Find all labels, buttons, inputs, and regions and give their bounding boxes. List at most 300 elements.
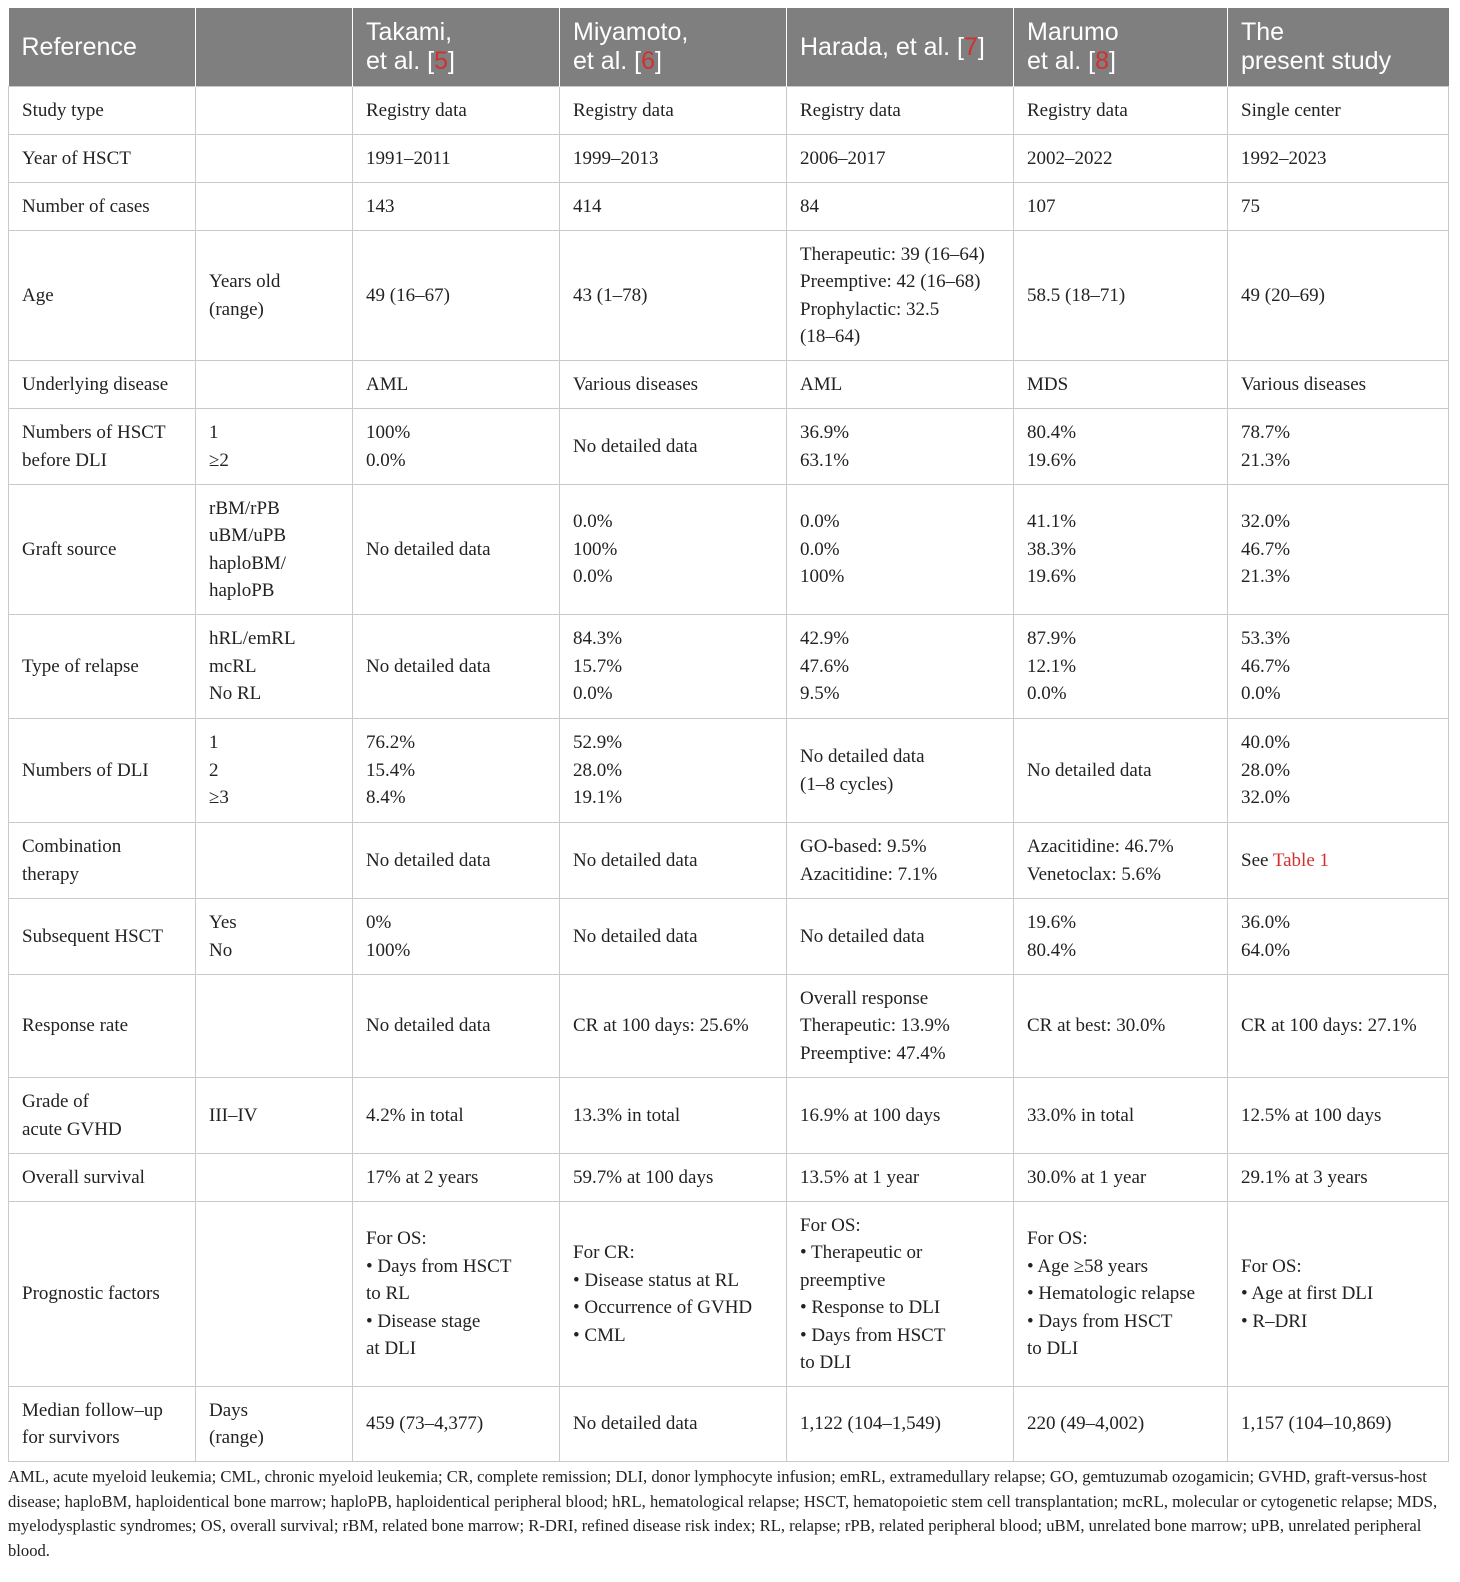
cell-line: CR at 100 days: 27.1%	[1241, 1015, 1417, 1037]
table-cell	[787, 183, 1014, 231]
cell-line: No detailed data	[800, 925, 925, 947]
cell-line: 16.9% at 100 days	[800, 1104, 941, 1126]
table-cell	[353, 899, 560, 975]
cell-line: 19.1%	[573, 787, 623, 809]
cell-line: No	[209, 939, 233, 961]
table-cell	[1014, 823, 1228, 899]
cell-line: acute GVHD	[22, 1118, 122, 1140]
table-cell	[353, 1387, 560, 1462]
cell-line: Age	[22, 284, 54, 306]
cell-line: (1–8 cycles)	[800, 773, 894, 795]
table-1-link[interactable]: Table 1	[1272, 849, 1330, 871]
header-blank	[196, 8, 353, 87]
table-cell	[353, 719, 560, 823]
header-takami: Takami, et al. [5]	[353, 8, 560, 87]
cell-line: Registry data	[573, 99, 674, 121]
table-cell	[787, 361, 1014, 409]
row-label	[9, 1078, 196, 1154]
table-cell	[1228, 183, 1449, 231]
table-row	[9, 1202, 1449, 1387]
header-row	[9, 8, 1449, 87]
cell-line: 47.6%	[800, 655, 850, 677]
table-cell	[1228, 135, 1449, 183]
cell-line: 63.1%	[800, 449, 850, 471]
ref-link[interactable]: 6	[641, 47, 655, 75]
cell-line: 100%	[366, 939, 411, 961]
cell-line: • Days from HSCT	[366, 1255, 512, 1277]
cell-line: 1999–2013	[573, 147, 659, 169]
cell-line: 28.0%	[573, 759, 623, 781]
cell-line: III–IV	[209, 1104, 258, 1126]
cell-line: For OS:	[366, 1228, 427, 1250]
cell-line: 8.4%	[366, 787, 406, 809]
ref-link[interactable]: 7	[963, 32, 978, 61]
table-cell	[1014, 361, 1228, 409]
cell-line: 30.0% at 1 year	[1027, 1166, 1147, 1188]
table-cell	[560, 899, 787, 975]
table-cell	[787, 485, 1014, 615]
table-cell	[1014, 1078, 1228, 1154]
table-cell	[1228, 87, 1449, 135]
cell-line: Venetoclax: 5.6%	[1027, 863, 1162, 885]
cell-line: Various diseases	[1241, 373, 1367, 395]
table-row	[9, 485, 1449, 615]
cell-line: 143	[366, 195, 395, 217]
cell-line: GO-based: 9.5%	[800, 836, 927, 857]
table-cell	[1228, 615, 1449, 719]
cell-line: 87.9%	[1027, 628, 1077, 650]
cell-line: 84	[800, 195, 819, 217]
cell-line: 12.1%	[1027, 655, 1077, 677]
table-cell	[560, 87, 787, 135]
cell-line: 100%	[800, 566, 845, 588]
row-label	[9, 975, 196, 1078]
cell-line: • Age ≥58 years	[1027, 1255, 1149, 1277]
row-sublabel	[196, 409, 353, 485]
cell-line: • Response to DLI	[800, 1297, 941, 1318]
cell-line: CR at 100 days: 25.6%	[573, 1015, 749, 1037]
cell-line: 29.1% at 3 years	[1241, 1166, 1368, 1188]
cell-line: No detailed data	[573, 849, 698, 871]
cell-line: 0.0%	[800, 511, 840, 533]
cell-line: 84.3%	[573, 628, 623, 650]
cell-line: 78.7%	[1241, 422, 1291, 443]
table-cell	[560, 719, 787, 823]
row-sublabel	[196, 1154, 353, 1202]
cell-line: 36.9%	[800, 422, 850, 443]
cell-line: at DLI	[366, 1338, 417, 1360]
row-label	[9, 823, 196, 899]
cell-line: 100%	[573, 538, 618, 560]
cell-line: 9.5%	[800, 683, 840, 705]
table-cell	[560, 975, 787, 1078]
cell-line: preemptive	[800, 1269, 886, 1291]
row-sublabel	[196, 975, 353, 1078]
table-cell	[560, 231, 787, 361]
table-cell	[560, 1387, 787, 1462]
table-cell	[787, 231, 1014, 361]
cell-line: haploBM/	[209, 552, 287, 574]
cell-line: Prophylactic: 32.5	[800, 298, 940, 320]
table-row	[9, 1387, 1449, 1462]
row-sublabel	[196, 1202, 353, 1387]
cell-line: 46.7%	[1241, 655, 1291, 677]
table-row	[9, 615, 1449, 719]
row-sublabel	[196, 615, 353, 719]
row-label	[9, 135, 196, 183]
cell-line: 21.3%	[1241, 566, 1291, 588]
cell-line: For OS:	[1241, 1255, 1302, 1277]
table-cell	[1014, 409, 1228, 485]
cell-line: therapy	[22, 863, 79, 885]
cell-line: No detailed data	[573, 1413, 698, 1435]
table-cell	[353, 485, 560, 615]
cell-line: Overall survival	[22, 1166, 145, 1188]
table-row	[9, 899, 1449, 975]
table-cell	[560, 823, 787, 899]
table-cell	[1228, 975, 1449, 1078]
table-cell	[1014, 231, 1228, 361]
cell-line: • Hematologic relapse	[1027, 1283, 1196, 1305]
cell-line: Azacitidine: 46.7%	[1027, 836, 1174, 857]
table-cell	[353, 87, 560, 135]
cell-line: Registry data	[366, 99, 467, 121]
table-cell	[1014, 719, 1228, 823]
table-cell	[560, 409, 787, 485]
header-marumo: Marumo et al. [8]	[1014, 8, 1228, 87]
cell-line: Graft source	[22, 538, 117, 560]
cell-line: 1,157 (104–10,869)	[1241, 1413, 1392, 1435]
cell-line: 53.3%	[1241, 628, 1291, 650]
row-sublabel	[196, 1387, 353, 1462]
row-label	[9, 183, 196, 231]
cell-line: Subsequent HSCT	[22, 925, 163, 947]
header-miyamoto: Miyamoto, et al. [6]	[560, 8, 787, 87]
table-cell	[787, 719, 1014, 823]
row-sublabel	[196, 87, 353, 135]
row-label	[9, 485, 196, 615]
row-sublabel	[196, 183, 353, 231]
cell-line: No detailed data	[366, 849, 491, 871]
table-cell	[1228, 1387, 1449, 1462]
table-cell	[787, 975, 1014, 1078]
cell-line: 4.2% in total	[366, 1104, 464, 1126]
cell-line: MDS	[1027, 373, 1069, 395]
cell-line: 59.7% at 100 days	[573, 1166, 714, 1188]
cell-line: 19.6%	[1027, 566, 1077, 588]
table-cell	[1014, 1387, 1228, 1462]
row-label	[9, 231, 196, 361]
table-cell	[1228, 719, 1449, 823]
cell-line: to DLI	[800, 1352, 852, 1373]
table-row	[9, 409, 1449, 485]
table-cell	[787, 1078, 1014, 1154]
cell-line: 19.6%	[1027, 912, 1077, 933]
table-cell	[353, 1078, 560, 1154]
cell-line: 28.0%	[1241, 759, 1291, 781]
cell-line: • Days from HSCT	[800, 1324, 946, 1346]
row-sublabel	[196, 231, 353, 361]
cell-line: 2002–2022	[1027, 147, 1113, 169]
cell-line: Registry data	[800, 99, 901, 121]
cell-line: • Age at first DLI	[1241, 1283, 1374, 1305]
cell-line: For OS:	[800, 1214, 861, 1236]
footnote	[8, 1465, 1448, 1563]
cell-line: 52.9%	[573, 732, 623, 754]
table-cell	[1014, 87, 1228, 135]
cell-line: 1	[209, 732, 219, 754]
row-label	[9, 87, 196, 135]
cell-line: uBM/uPB	[209, 525, 287, 546]
table-cell	[787, 615, 1014, 719]
cell-line: 32.0%	[1241, 511, 1291, 533]
cell-line: 2	[209, 759, 219, 781]
header-reference: Reference	[9, 8, 196, 87]
cell-line: • Therapeutic or	[800, 1242, 923, 1263]
cell-line: Year of HSCT	[22, 147, 131, 169]
table-row	[9, 183, 1449, 231]
table-cell	[787, 1202, 1014, 1387]
table-row	[9, 975, 1449, 1078]
cell-line: 12.5% at 100 days	[1241, 1104, 1382, 1126]
cell-line: 36.0%	[1241, 912, 1291, 933]
table-cell	[1228, 361, 1449, 409]
row-label	[9, 409, 196, 485]
cell-line: before DLI	[22, 449, 107, 471]
table-cell	[353, 135, 560, 183]
table-row	[9, 231, 1449, 361]
cell-line: No detailed data	[366, 655, 491, 677]
table-cell	[560, 135, 787, 183]
cell-line: Median follow–up	[22, 1399, 163, 1421]
cell-line: 0.0%	[573, 511, 613, 533]
cell-line: Numbers of HSCT	[22, 422, 166, 443]
table-cell	[787, 87, 1014, 135]
cell-line: 1	[209, 422, 219, 443]
row-sublabel	[196, 899, 353, 975]
table-cell	[1014, 1202, 1228, 1387]
cell-line: 0.0%	[573, 566, 613, 588]
cell-line: 40.0%	[1241, 732, 1291, 754]
cell-line: • Occurrence of GVHD	[573, 1297, 753, 1318]
cell-line: No detailed data	[800, 746, 925, 767]
cell-line: 459 (73–4,377)	[366, 1413, 484, 1435]
cell-line: 32.0%	[1241, 787, 1291, 809]
table-cell	[353, 975, 560, 1078]
cell-line: AML	[366, 373, 409, 395]
cell-line: • Disease status at RL	[573, 1269, 740, 1291]
table-cell	[787, 899, 1014, 975]
table-row	[9, 87, 1449, 135]
table-cell	[1228, 1202, 1449, 1387]
cell-line: 43 (1–78)	[573, 284, 648, 306]
table-cell	[560, 361, 787, 409]
cell-line: 1992–2023	[1241, 147, 1327, 169]
table-cell	[560, 615, 787, 719]
cell-line: No detailed data	[366, 1015, 491, 1037]
cell-line: 0.0%	[1241, 683, 1281, 705]
cell-line: 19.6%	[1027, 449, 1077, 471]
table-cell	[560, 485, 787, 615]
cell-line: to RL	[366, 1283, 410, 1305]
cell-line: Study type	[22, 99, 104, 121]
cell-line: 107	[1027, 195, 1056, 217]
table-cell	[1014, 135, 1228, 183]
table-cell	[787, 1387, 1014, 1462]
table-cell	[353, 361, 560, 409]
cell-line: Response rate	[22, 1015, 129, 1037]
cell-line: • R–DRI	[1241, 1310, 1308, 1332]
cell-line: 15.7%	[573, 655, 623, 677]
cell-line: No RL	[209, 683, 262, 705]
row-sublabel	[196, 485, 353, 615]
cell-line: 0.0%	[573, 683, 613, 705]
cell-line: Prognostic factors	[22, 1283, 160, 1305]
table-cell	[353, 409, 560, 485]
cell-line: Therapeutic: 13.9%	[800, 1015, 950, 1037]
table-cell	[1014, 485, 1228, 615]
table-cell	[1014, 183, 1228, 231]
comparison-table	[8, 8, 1449, 1462]
cell-line: Therapeutic: 39 (16–64)	[800, 243, 985, 265]
cell-line: 220 (49–4,002)	[1027, 1413, 1145, 1435]
header-harada: Harada, et al. [7]	[787, 8, 1014, 87]
table-cell	[1014, 899, 1228, 975]
row-label	[9, 361, 196, 409]
cell-line: Underlying disease	[22, 373, 169, 395]
cell-line: For OS:	[1027, 1228, 1088, 1250]
cell-line: 58.5 (18–71)	[1027, 284, 1126, 306]
cell-line: 46.7%	[1241, 538, 1291, 560]
cell-line: 100%	[366, 422, 411, 443]
cell-line: ≥3	[209, 787, 229, 809]
row-label	[9, 1154, 196, 1202]
cell-line: ≥2	[209, 449, 229, 471]
table-cell	[1228, 409, 1449, 485]
table-cell	[1014, 615, 1228, 719]
ref-link[interactable]: 8	[1095, 47, 1109, 75]
cell-line: Days	[209, 1399, 249, 1421]
table-cell	[353, 231, 560, 361]
cell-line: haploPB	[209, 580, 275, 601]
cell-line: 38.3%	[1027, 538, 1077, 560]
cell-line: 21.3%	[1241, 449, 1291, 471]
table-cell	[353, 183, 560, 231]
table-cell	[353, 823, 560, 899]
table-cell	[560, 1202, 787, 1387]
cell-line: Single center	[1241, 99, 1341, 121]
table-row	[9, 719, 1449, 823]
cell-line: Azacitidine: 7.1%	[800, 863, 938, 885]
cell-line: • Disease stage	[366, 1310, 481, 1332]
cell-line: (range)	[209, 1427, 264, 1448]
cell-line: for survivors	[22, 1427, 120, 1448]
cell-line: 0%	[366, 912, 392, 933]
cell-line: 1991–2011	[366, 147, 451, 169]
cell-line: Type of relapse	[22, 655, 139, 677]
cell-line: Grade of	[22, 1091, 89, 1112]
cell-line: 0.0%	[1027, 683, 1067, 705]
cell-line: Yes	[209, 912, 237, 933]
row-sublabel	[196, 1078, 353, 1154]
cell-line: AML	[800, 373, 843, 395]
cell-line: 64.0%	[1241, 939, 1291, 961]
table-cell	[1228, 1154, 1449, 1202]
cell-line: to DLI	[1027, 1338, 1079, 1360]
table-cell	[1228, 899, 1449, 975]
table-cell	[560, 1078, 787, 1154]
cell-line: 49 (16–67)	[366, 284, 450, 306]
header-present-study: The present study	[1228, 8, 1449, 87]
table-cell	[787, 409, 1014, 485]
table-cell	[560, 183, 787, 231]
cell-line: 80.4%	[1027, 422, 1077, 443]
cell-line: mcRL	[209, 655, 257, 677]
cell-line: 49 (20–69)	[1241, 284, 1325, 306]
cell-line: Number of cases	[22, 195, 150, 217]
row-sublabel	[196, 135, 353, 183]
cell-line: Preemptive: 42 (16–68)	[800, 271, 981, 292]
ref-link[interactable]: 5	[434, 47, 448, 75]
cell-line: 15.4%	[366, 759, 416, 781]
row-label	[9, 615, 196, 719]
cell-line: CR at best: 30.0%	[1027, 1015, 1166, 1037]
table-cell	[560, 1154, 787, 1202]
table-cell	[1228, 1078, 1449, 1154]
cell-line: Combination	[22, 836, 122, 857]
row-label	[9, 719, 196, 823]
cell-line: 41.1%	[1027, 511, 1077, 533]
table-row	[9, 361, 1449, 409]
row-sublabel	[196, 823, 353, 899]
cell-line: No detailed data	[366, 538, 491, 560]
row-label	[9, 899, 196, 975]
cell-line: hRL/emRL	[209, 628, 296, 650]
table-cell	[787, 135, 1014, 183]
table-cell	[353, 1202, 560, 1387]
cell-line: No detailed data	[573, 925, 698, 947]
abbreviations-note: AML, acute myeloid leukemia; CML, chronic myeloid leukemia; CR, complete remission; DLI, donor lymphocyte infusion; emRL, extramedullary relapse; GO, gemtuzumab ozogamicin; GVHD, graft-versus-host disease; haploBM, haploidentical bone marrow; haploPB, haploidentical peripheral blood; hRL, hematological relapse; HSCT, hematopoietic stem cell transplantation; mcRL, molecular or cytogenetic relapse; MDS, myelodysplastic syndromes; OS, overall survival; rBM, related bone marrow; R-DRI, refined disease risk index; RL, relapse; rPB, related peripheral blood; uBM, unrelated bone marrow; uPB, unrelated peripheral blood.	[8, 1467, 1438, 1560]
cell-line: • CML	[573, 1324, 626, 1346]
row-label	[9, 1387, 196, 1462]
cell-line: Various diseases	[573, 373, 699, 395]
table-row	[9, 1078, 1449, 1154]
cell-line: Preemptive: 47.4%	[800, 1042, 946, 1064]
cell-line: rBM/rPB	[209, 497, 280, 519]
table-cell	[353, 1154, 560, 1202]
cell-line: 1,122 (104–1,549)	[800, 1413, 941, 1435]
cell-line: (18–64)	[800, 326, 861, 347]
table-body	[9, 87, 1449, 1462]
cell-line: Registry data	[1027, 99, 1128, 121]
cell-line: 13.3% in total	[573, 1104, 681, 1126]
table-row	[9, 1154, 1449, 1202]
table-cell	[1228, 231, 1449, 361]
table-cell	[1014, 1154, 1228, 1202]
cell-line: See	[1241, 849, 1273, 871]
row-sublabel	[196, 719, 353, 823]
cell-line: 0.0%	[366, 449, 406, 471]
table-cell	[1228, 485, 1449, 615]
cell-line: • Days from HSCT	[1027, 1310, 1173, 1332]
row-label	[9, 1202, 196, 1387]
cell-line: Numbers of DLI	[22, 759, 149, 781]
cell-line: (range)	[209, 298, 264, 320]
cell-line: 2006–2017	[800, 147, 886, 169]
cell-line: 17% at 2 years	[366, 1166, 479, 1188]
table-cell	[787, 1154, 1014, 1202]
cell-line: 414	[573, 195, 602, 217]
